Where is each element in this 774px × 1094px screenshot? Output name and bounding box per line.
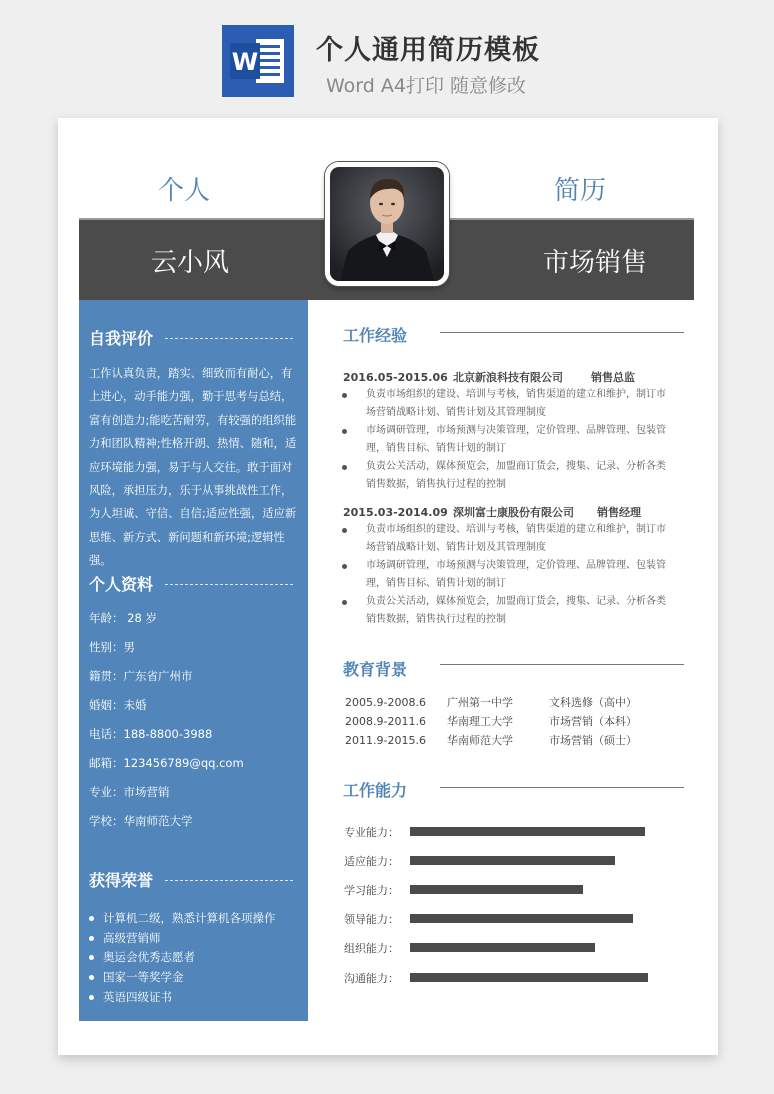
experience-title: 工作经验 bbox=[343, 326, 408, 345]
bullet-dot-icon bbox=[342, 564, 347, 569]
self-eval-line: 思维、新方式、新问题和新环境;逻辑性强。 bbox=[89, 530, 285, 568]
profile-photo bbox=[325, 162, 449, 286]
bullet-dot-icon bbox=[89, 936, 94, 941]
self-eval-text bbox=[89, 362, 303, 573]
skill-bar bbox=[410, 973, 660, 982]
honor-item: 计算机二级，熟悉计算机各项操作 bbox=[89, 910, 276, 926]
honor-item: 奥运会优秀志愿者 bbox=[89, 949, 195, 965]
bullet-dot-icon bbox=[89, 916, 94, 921]
word-document-icon bbox=[222, 25, 294, 97]
skill-bar bbox=[410, 885, 660, 894]
self-eval-line: 富有创造力;能吃苦耐劳，有较强的组织能 bbox=[89, 413, 297, 427]
profile-divider bbox=[165, 584, 293, 585]
skills-divider bbox=[440, 787, 684, 788]
honor-item: 国家一等奖学金 bbox=[89, 969, 184, 985]
skill-bar-fill bbox=[410, 973, 648, 982]
self-eval-line: 风险，承担压力，乐于从事挑战性工作， bbox=[89, 484, 293, 498]
bullet-dot-icon bbox=[342, 393, 347, 398]
header-right-word: 简历 bbox=[554, 176, 607, 206]
profile-gender: 性别：男 bbox=[89, 640, 135, 654]
profile-email: 邮箱：123456789@qq.com bbox=[89, 756, 244, 770]
job-bullet: 市场调研管理，市场预测与决策管理，定价管理、品牌管理、包装管 理，销售目标、销售计划的制订 bbox=[342, 422, 682, 458]
job-bullet: 负责公关活动，媒体预览会，加盟商订货会，搜集、记录、分析各类 销售数据，销售执行过程的控制 bbox=[342, 458, 682, 494]
job-bullet: 市场调研管理，市场预测与决策管理，定价管理、品牌管理、包装管 理，销售目标、销售计划的制订 bbox=[342, 557, 682, 593]
job-header bbox=[343, 369, 635, 385]
self-eval-line: 上进心，动手能力强，勤于思考与总结， bbox=[89, 390, 293, 404]
self-eval-line: 工作认真负责，踏实、细致而有耐心，有 bbox=[89, 367, 293, 380]
top-banner bbox=[0, 0, 774, 110]
profile-marital: 婚姻：未婚 bbox=[89, 698, 147, 712]
job-position: 销售经理 bbox=[597, 506, 641, 519]
self-eval-line: 力和团队精神;性格开朗、热情、随和，适 bbox=[89, 437, 297, 451]
education-row: 2011.9-2015.6 华南师范大学 市场营销（硕士） bbox=[345, 734, 637, 747]
skill-bar bbox=[410, 827, 660, 836]
job-header bbox=[343, 504, 641, 520]
job-company: 北京新浪科技有限公司 bbox=[453, 371, 563, 384]
job-title: 市场销售 bbox=[543, 248, 648, 278]
skill-bar-fill bbox=[410, 914, 633, 923]
skill-label: 适应能力： bbox=[344, 855, 399, 868]
job-position: 销售总监 bbox=[591, 371, 635, 384]
job-period: 2016.05-2015.06 bbox=[343, 371, 448, 384]
profile-hometown: 籍贯：广东省广州市 bbox=[89, 669, 193, 683]
bullet-dot-icon bbox=[342, 528, 347, 533]
skill-bar-fill bbox=[410, 885, 583, 894]
self-eval-line: 应环境能力强，易于与人交往。敢于面对 bbox=[89, 460, 293, 474]
skill-bar-fill bbox=[410, 943, 595, 952]
job-bullet: 负责市场组织的建设、培训与考核，销售渠道的建立和维护，制订市 场营销战略计划、销售计划及其管理制度 bbox=[342, 521, 682, 557]
profile-major: 专业：市场营销 bbox=[89, 785, 170, 799]
skill-label: 专业能力： bbox=[344, 826, 399, 839]
bullet-dot-icon bbox=[89, 975, 94, 980]
bullet-dot-icon bbox=[342, 465, 347, 470]
sidebar bbox=[79, 300, 308, 1021]
job-period: 2015.03-2014.09 bbox=[343, 506, 448, 519]
skill-bar bbox=[410, 943, 660, 952]
profile-age: 年龄： 28 岁 bbox=[89, 611, 157, 625]
self-eval-divider bbox=[165, 338, 293, 339]
svg-text:W: W bbox=[231, 48, 259, 76]
bullet-dot-icon bbox=[342, 429, 347, 434]
header-left-word: 个人 bbox=[158, 176, 211, 206]
skill-label: 沟通能力： bbox=[344, 972, 399, 985]
skill-label: 学习能力： bbox=[344, 884, 399, 897]
honors-divider bbox=[165, 880, 293, 881]
self-eval-line: 为人坦诚、守信、自信;适应性强，适应新 bbox=[89, 507, 297, 521]
profile-school: 学校：华南师范大学 bbox=[89, 814, 193, 828]
job-bullet: 负责市场组织的建设、培训与考核，销售渠道的建立和维护，制订市 场营销战略计划、销售计划及其管理制度 bbox=[342, 386, 682, 422]
education-title: 教育背景 bbox=[343, 660, 408, 679]
profile-title: 个人资料 bbox=[89, 575, 154, 594]
education-divider bbox=[440, 664, 684, 665]
skills-title: 工作能力 bbox=[343, 781, 408, 800]
bullet-dot-icon bbox=[342, 600, 347, 605]
job-company: 深圳富士康股份有限公司 bbox=[453, 506, 574, 519]
skill-bar-fill bbox=[410, 856, 615, 865]
bullet-dot-icon bbox=[89, 995, 94, 1000]
education-row: 2008.9-2011.6 华南理工大学 市场营销（本科） bbox=[345, 715, 637, 728]
honors-title: 获得荣誉 bbox=[89, 871, 154, 890]
banner-title: 个人通用简历模板 bbox=[316, 35, 540, 66]
resume-page bbox=[58, 118, 718, 1055]
self-eval-title: 自我评价 bbox=[89, 329, 154, 348]
profile-phone: 电话：188-8800-3988 bbox=[89, 727, 213, 741]
banner-subtitle: Word A4打印 随意修改 bbox=[326, 75, 527, 97]
experience-divider bbox=[440, 332, 684, 333]
education-row: 2005.9-2008.6 广州第一中学 文科选修（高中） bbox=[345, 696, 637, 709]
skill-bar-fill bbox=[410, 827, 645, 836]
honor-item: 高级营销师 bbox=[89, 930, 161, 946]
honor-item: 英语四级证书 bbox=[89, 989, 172, 1005]
skill-bar bbox=[410, 856, 660, 865]
skill-label: 领导能力： bbox=[344, 913, 399, 926]
person-name: 云小风 bbox=[151, 248, 230, 278]
skill-bar bbox=[410, 914, 660, 923]
job-bullet: 负责公关活动，媒体预览会，加盟商订货会，搜集、记录、分析各类 销售数据，销售执行过程的控制 bbox=[342, 593, 682, 629]
skill-label: 组织能力： bbox=[344, 942, 399, 955]
bullet-dot-icon bbox=[89, 955, 94, 960]
